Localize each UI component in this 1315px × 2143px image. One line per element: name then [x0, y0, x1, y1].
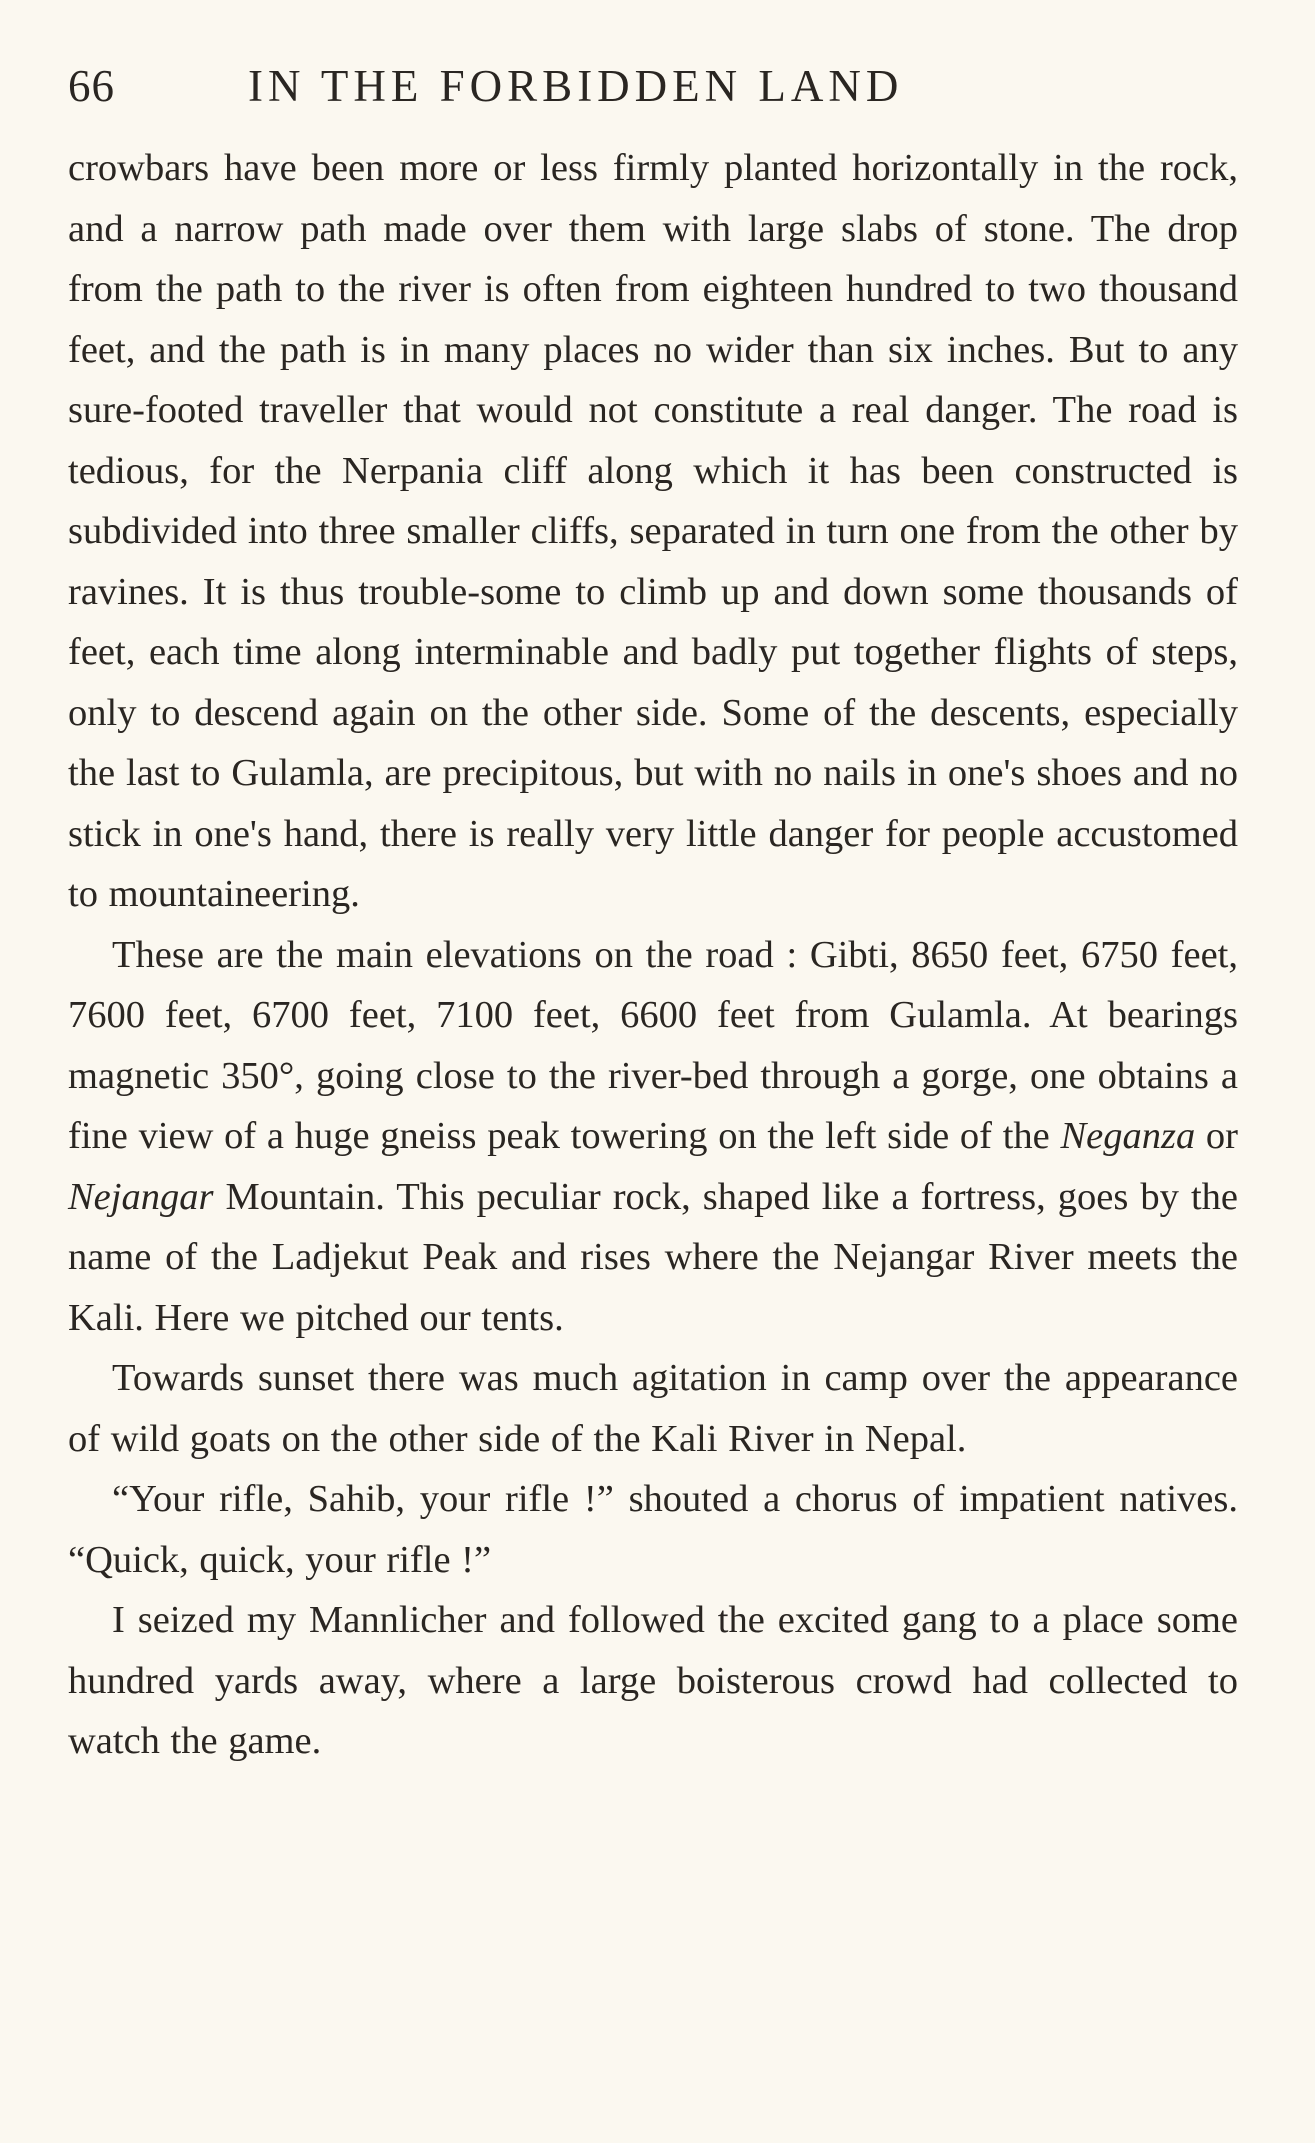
paragraph-1: crowbars have been more or less firmly planted horizontally in the rock, and a narrow path made over them with large slabs of stone. The drop from the path to the river is often from eighteen hundred to two thousand feet, and the path is in many places no wider than six inches. But to any sure-footed traveller that would not constitute a real danger. The road is tedious, for the Nerpania cliff along which it has been constructed is subdivided into three smaller cliffs, separated in turn one from the other by ravines. It is thus trouble-some to climb up and down some thousands of feet, each time along interminable and badly put together flights of steps, only to descend again on the other side. Some of the descents, especially the last to Gulamla, are precipitous, but with no nails in one's shoes and no stick in one's hand, there is really very little danger for people accustomed to mountaineering.: [68, 147, 1238, 915]
page-header: [68, 60, 1238, 120]
paragraph-3: Towards sunset there was much agitation in camp over the appearance of wild goats on the other side of the Kali River in Nepal.: [68, 1357, 1238, 1460]
body-text: [68, 138, 1238, 1772]
paragraph-4: “Your rifle, Sahib, your rifle !” shouted a chorus of impatient natives. “Quick, quick, your rifle !”: [68, 1478, 1238, 1581]
paragraph-2-italic-nejangar: Nejangar: [68, 1175, 214, 1218]
book-page: [68, 60, 1238, 1772]
paragraph-2-part3: Mountain. This peculiar rock, shaped like a fortress, goes by the name of the Ladjekut Peak and rises where the Nejangar River meets the Kali. Here we pitched our tents.: [68, 1175, 1238, 1339]
page-number: 66: [68, 61, 115, 111]
paragraph-2-italic-neganza: Neganza: [1060, 1115, 1196, 1157]
paragraph-5: I seized my Mannlicher and followed the excited gang to a place some hundred yards away, where a large boisterous crowd had collected to watch the game.: [68, 1599, 1238, 1762]
running-title: IN THE FORBIDDEN LAND: [248, 61, 904, 111]
paragraph-2: [68, 925, 1238, 1349]
paragraph-2-part1: These are the main elevations on the road : Gibti, 8650 feet, 6750 feet, 7600 feet, 6700 feet, 7100 feet, 6600 feet from Gulamla. At bearings magnetic 350°, going close to the river-bed through a gorge, one obtains a fine view of a huge gneiss peak towering on the left side of the: [68, 933, 1238, 1157]
paragraph-2-part2: or: [1195, 1115, 1238, 1157]
